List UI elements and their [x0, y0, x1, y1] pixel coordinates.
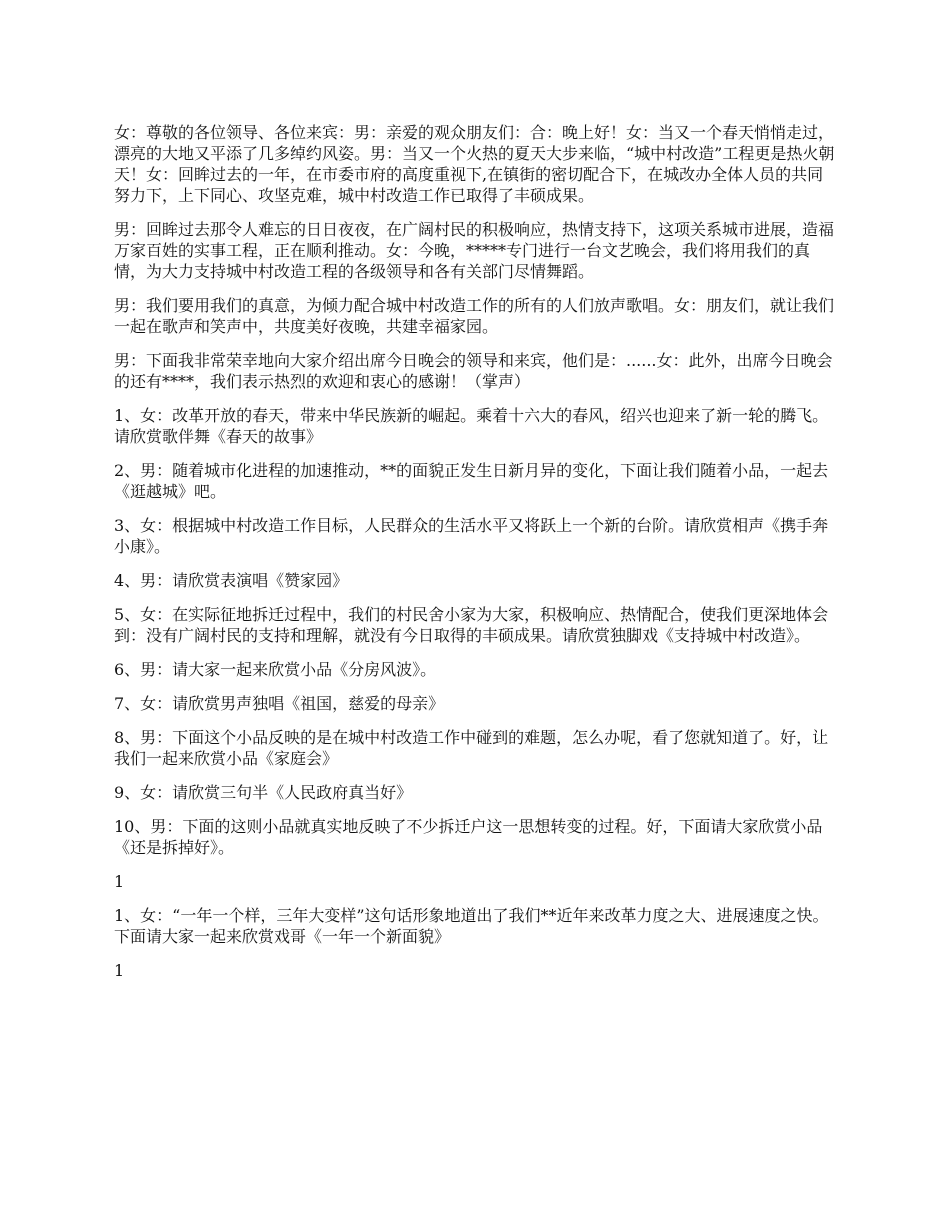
program-item: 2、男：随着城市化进程的加速推动，**的面貌正发生日新月异的变化，下面让我们随着小品，一起去《逛越城》吧。 [114, 461, 829, 501]
paragraph-guests: 男：下面我非常荣幸地向大家介绍出席今日晚会的领导和来宾，他们是：......女：此外，出席今日晚会的还有****，我们表示热烈的欢迎和衷心的感谢！（掌声） [114, 351, 833, 391]
document-body [114, 122, 836, 994]
paragraph-opening: 女：尊敬的各位领导、各位来宾：男：亲爱的观众朋友们：合：晚上好！女：当又一个春天悄悄走过，漂亮的大地又平添了几多绰约风姿。男：当又一个火热的夏天大步来临，“城中村改造”工程更是热火朝天！女：回眸过去的一年，在市委市府的高度重视下,在镇街的密切配合下，在城改办全体人员的共同努力下，上下同心、攻坚克难，城中村改造工作已取得了丰硕成果。 [114, 123, 835, 205]
program-item: 9、女：请欣赏三句半《人民政府真当好》 [114, 783, 413, 802]
paragraph-intro-2: 男：回眸过去那令人难忘的日日夜夜，在广阔村民的积极响应，热情支持下，这项关系城市进展，造福万家百姓的实事工程，正在顺利推动。女：今晚，*****专门进行一台文艺晚会，我们将用我们的真情，为大力支持城中村改造工程的各级领导和各有关部门尽情舞蹈。 [114, 220, 835, 281]
program-item: 10、男：下面的这则小品就真实地反映了不少拆迁户这一思想转变的过程。好，下面请大家欣赏小品《还是拆掉好》。 [114, 817, 823, 857]
program-item: 6、男：请大家一起来欣赏小品《分房风波》。 [114, 660, 437, 679]
program-item: 1、女：改革开放的春天，带来中华民族新的崛起。乘着十六大的春风，绍兴也迎来了新一轮的腾飞。请欣赏歌伴舞《春天的故事》 [114, 406, 829, 446]
section-number: 1 [114, 872, 125, 891]
program-item: 3、女：根据城中村改造工作目标，人民群众的生活水平又将跃上一个新的台阶。请欣赏相声《携手奔小康》。 [114, 516, 829, 556]
paragraph-intro-3: 男：我们要用我们的真意，为倾力配合城中村改造工作的所有的人们放声歌唱。女：朋友们，就让我们一起在歌声和笑声中，共度美好夜晚，共建幸福家园。 [114, 296, 835, 336]
section-number: 1 [114, 961, 125, 980]
program-item: 4、男：请欣赏表演唱《赞家园》 [114, 571, 349, 590]
program-item: 7、女：请欣赏男声独唱《祖国，慈爱的母亲》 [114, 694, 445, 713]
program-item: 1、女：“一年一个样，三年大变样”这句话形象地道出了我们**近年来改革力度之大、进展速度之快。下面请大家一起来欣赏戏哥《一年一个新面貌》 [114, 906, 829, 946]
program-item: 5、女：在实际征地拆迁过程中，我们的村民舍小家为大家，积极响应、热情配合，使我们更深地体会到：没有广阔村民的支持和理解，就没有今日取得的丰硕成果。请欣赏独脚戏《支持城中村改造》。 [114, 605, 829, 645]
program-item: 8、男：下面这个小品反映的是在城中村改造工作中碰到的难题，怎么办呢，看了您就知道了。好，让我们一起来欣赏小品《家庭会》 [114, 728, 829, 768]
